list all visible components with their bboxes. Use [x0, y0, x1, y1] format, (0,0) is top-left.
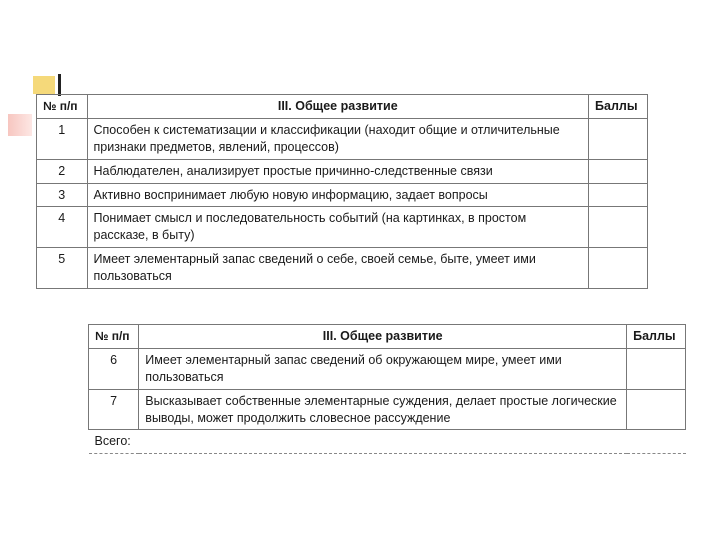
total-row — [89, 430, 686, 454]
total-score-cell[interactable] — [627, 430, 686, 454]
table-row — [89, 389, 686, 430]
table-row — [37, 159, 648, 183]
row-num: 2 — [37, 159, 88, 183]
table-header-row — [89, 325, 686, 349]
header-score: Баллы — [627, 325, 686, 349]
header-title: III. Общее развитие — [87, 95, 589, 119]
row-text: Наблюдателен, анализирует простые причинно-следственные связи — [87, 159, 589, 183]
row-num: 7 — [89, 389, 139, 430]
score-cell[interactable] — [589, 118, 648, 159]
row-num: 5 — [37, 248, 88, 289]
decorative-tick — [58, 74, 61, 96]
decorative-yellow-bar — [33, 76, 55, 94]
header-score: Баллы — [589, 95, 648, 119]
row-text: Способен к систематизации и классификации (находит общие и отличительные признаки предметов, явлений, процессов) — [87, 118, 589, 159]
row-text: Имеет элементарный запас сведений о себе, своей семье, быте, умеет ими пользоваться — [87, 248, 589, 289]
score-cell[interactable] — [627, 348, 686, 389]
row-text: Имеет элементарный запас сведений об окружающем мире, умеет ими пользоваться — [139, 348, 627, 389]
row-num: 1 — [37, 118, 88, 159]
score-cell[interactable] — [589, 183, 648, 207]
table-row — [89, 348, 686, 389]
decorative-pink-bar — [8, 114, 32, 136]
score-cell[interactable] — [627, 389, 686, 430]
header-num: № п/п — [89, 325, 139, 349]
header-num: № п/п — [37, 95, 88, 119]
score-cell[interactable] — [589, 248, 648, 289]
score-cell[interactable] — [589, 159, 648, 183]
row-text: Активно воспринимает любую новую информацию, задает вопросы — [87, 183, 589, 207]
table-row — [37, 118, 648, 159]
row-text: Высказывает собственные элементарные суждения, делает простые логические выводы, может продолжить словесное рассуждение — [139, 389, 627, 430]
table-row — [37, 183, 648, 207]
table-header-row — [37, 95, 648, 119]
table-row — [37, 248, 648, 289]
total-label: Всего: — [89, 430, 627, 454]
row-text: Понимает смысл и последовательность событий (на картинках, в простом рассказе, в быту) — [87, 207, 589, 248]
score-cell[interactable] — [589, 207, 648, 248]
row-num: 3 — [37, 183, 88, 207]
table-row — [37, 207, 648, 248]
header-title: III. Общее развитие — [139, 325, 627, 349]
assessment-table-1 — [36, 94, 648, 289]
assessment-table-2 — [88, 324, 686, 454]
row-num: 4 — [37, 207, 88, 248]
row-num: 6 — [89, 348, 139, 389]
